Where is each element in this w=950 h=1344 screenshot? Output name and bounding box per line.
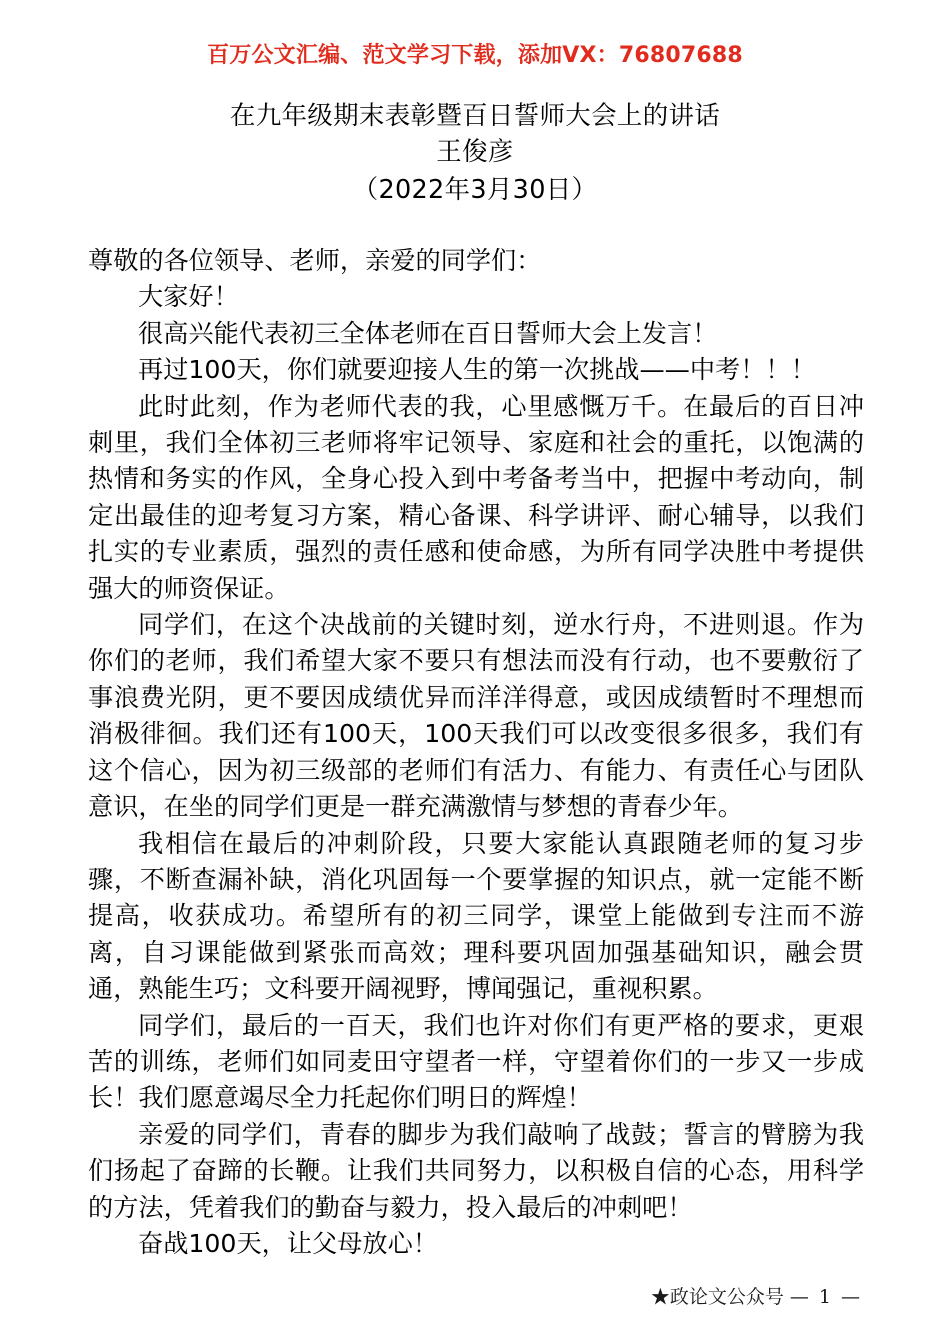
document-body xyxy=(88,243,864,1262)
document-date: （2022年3月30日） xyxy=(352,175,598,205)
body-paragraph: 亲爱的同学们，青春的脚步为我们敲响了战鼓；誓言的臂膀为我们扬起了奋蹄的长鞭。让我们共同努力，以积极自信的心态，用科学的方法，凭着我们的勤奋与毅力，投入最后的冲刺吧！ xyxy=(88,1119,864,1222)
body-paragraph: 同学们，最后的一百天，我们也许对你们有更严格的要求，更艰苦的训练，老师们如同麦田守望者一样，守望着你们的一步又一步成长！我们愿意竭尽全力托起你们明日的辉煌！ xyxy=(88,1010,864,1113)
body-paragraph: 大家好！ xyxy=(138,282,239,312)
page-footer xyxy=(0,1284,950,1310)
promo-banner: 百万公文汇编、范文学习下载，添加VX：76807688 xyxy=(207,43,743,68)
closing-paragraph: 奋战100天，让父母放心！ xyxy=(138,1228,438,1258)
body-paragraph: 很高兴能代表初三全体老师在百日誓师大会上发言！ xyxy=(138,318,718,348)
body-paragraph: 我相信在最后的冲刺阶段，只要大家能认真跟随老师的复习步骤，不断查漏补缺，消化巩固每一个要掌握的知识点，就一定能不断提高，收获成功。希望所有的初三同学，课堂上能做到专注而不游离，自习课能做到紧张而高效；理科要巩固加强基础知识，融会贯通，熟能生巧；文科要开阔视野，博闻强记，重视积累。 xyxy=(88,828,864,1004)
footer-brand-label: ★政论文公众号 xyxy=(650,1286,784,1308)
page-number: — 1 — xyxy=(789,1286,862,1308)
body-paragraph: 此时此刻，作为老师代表的我，心里感慨万千。在最后的百日冲刺里，我们全体初三老师将牢记领导、家庭和社会的重托，以饱满的热情和务实的作风，全身心投入到中考备考当中，把握中考动向，制定出最佳的迎考复习方案，精心备课、科学讲评、耐心辅导，以我们扎实的专业素质，强烈的责任感和使命感，为所有同学决胜中考提供强大的师资保证。 xyxy=(88,391,864,603)
page-title: 在九年级期末表彰暨百日誓师大会上的讲话 xyxy=(229,101,721,131)
body-paragraph: 再过100天，你们就要迎接人生的第一次挑战——中考！！！ xyxy=(138,355,816,385)
body-paragraph: 同学们，在这个决战前的关键时刻，逆水行舟，不进则退。作为你们的老师，我们希望大家不要只有想法而没有行动，也不要敷衍了事浪费光阴，更不要因成绩优异而洋洋得意，或因成绩暂时不理想而消极徘徊。我们还有100天，100天我们可以改变很多很多，我们有这个信心，因为初三级部的老师们有活力、有能力、有责任心与团队意识，在坐的同学们更是一群充满激情与梦想的青春少年。 xyxy=(88,610,864,822)
document-author: 王俊彦 xyxy=(436,137,514,167)
salutation-paragraph: 尊敬的各位领导、老师，亲爱的同学们： xyxy=(88,246,542,275)
